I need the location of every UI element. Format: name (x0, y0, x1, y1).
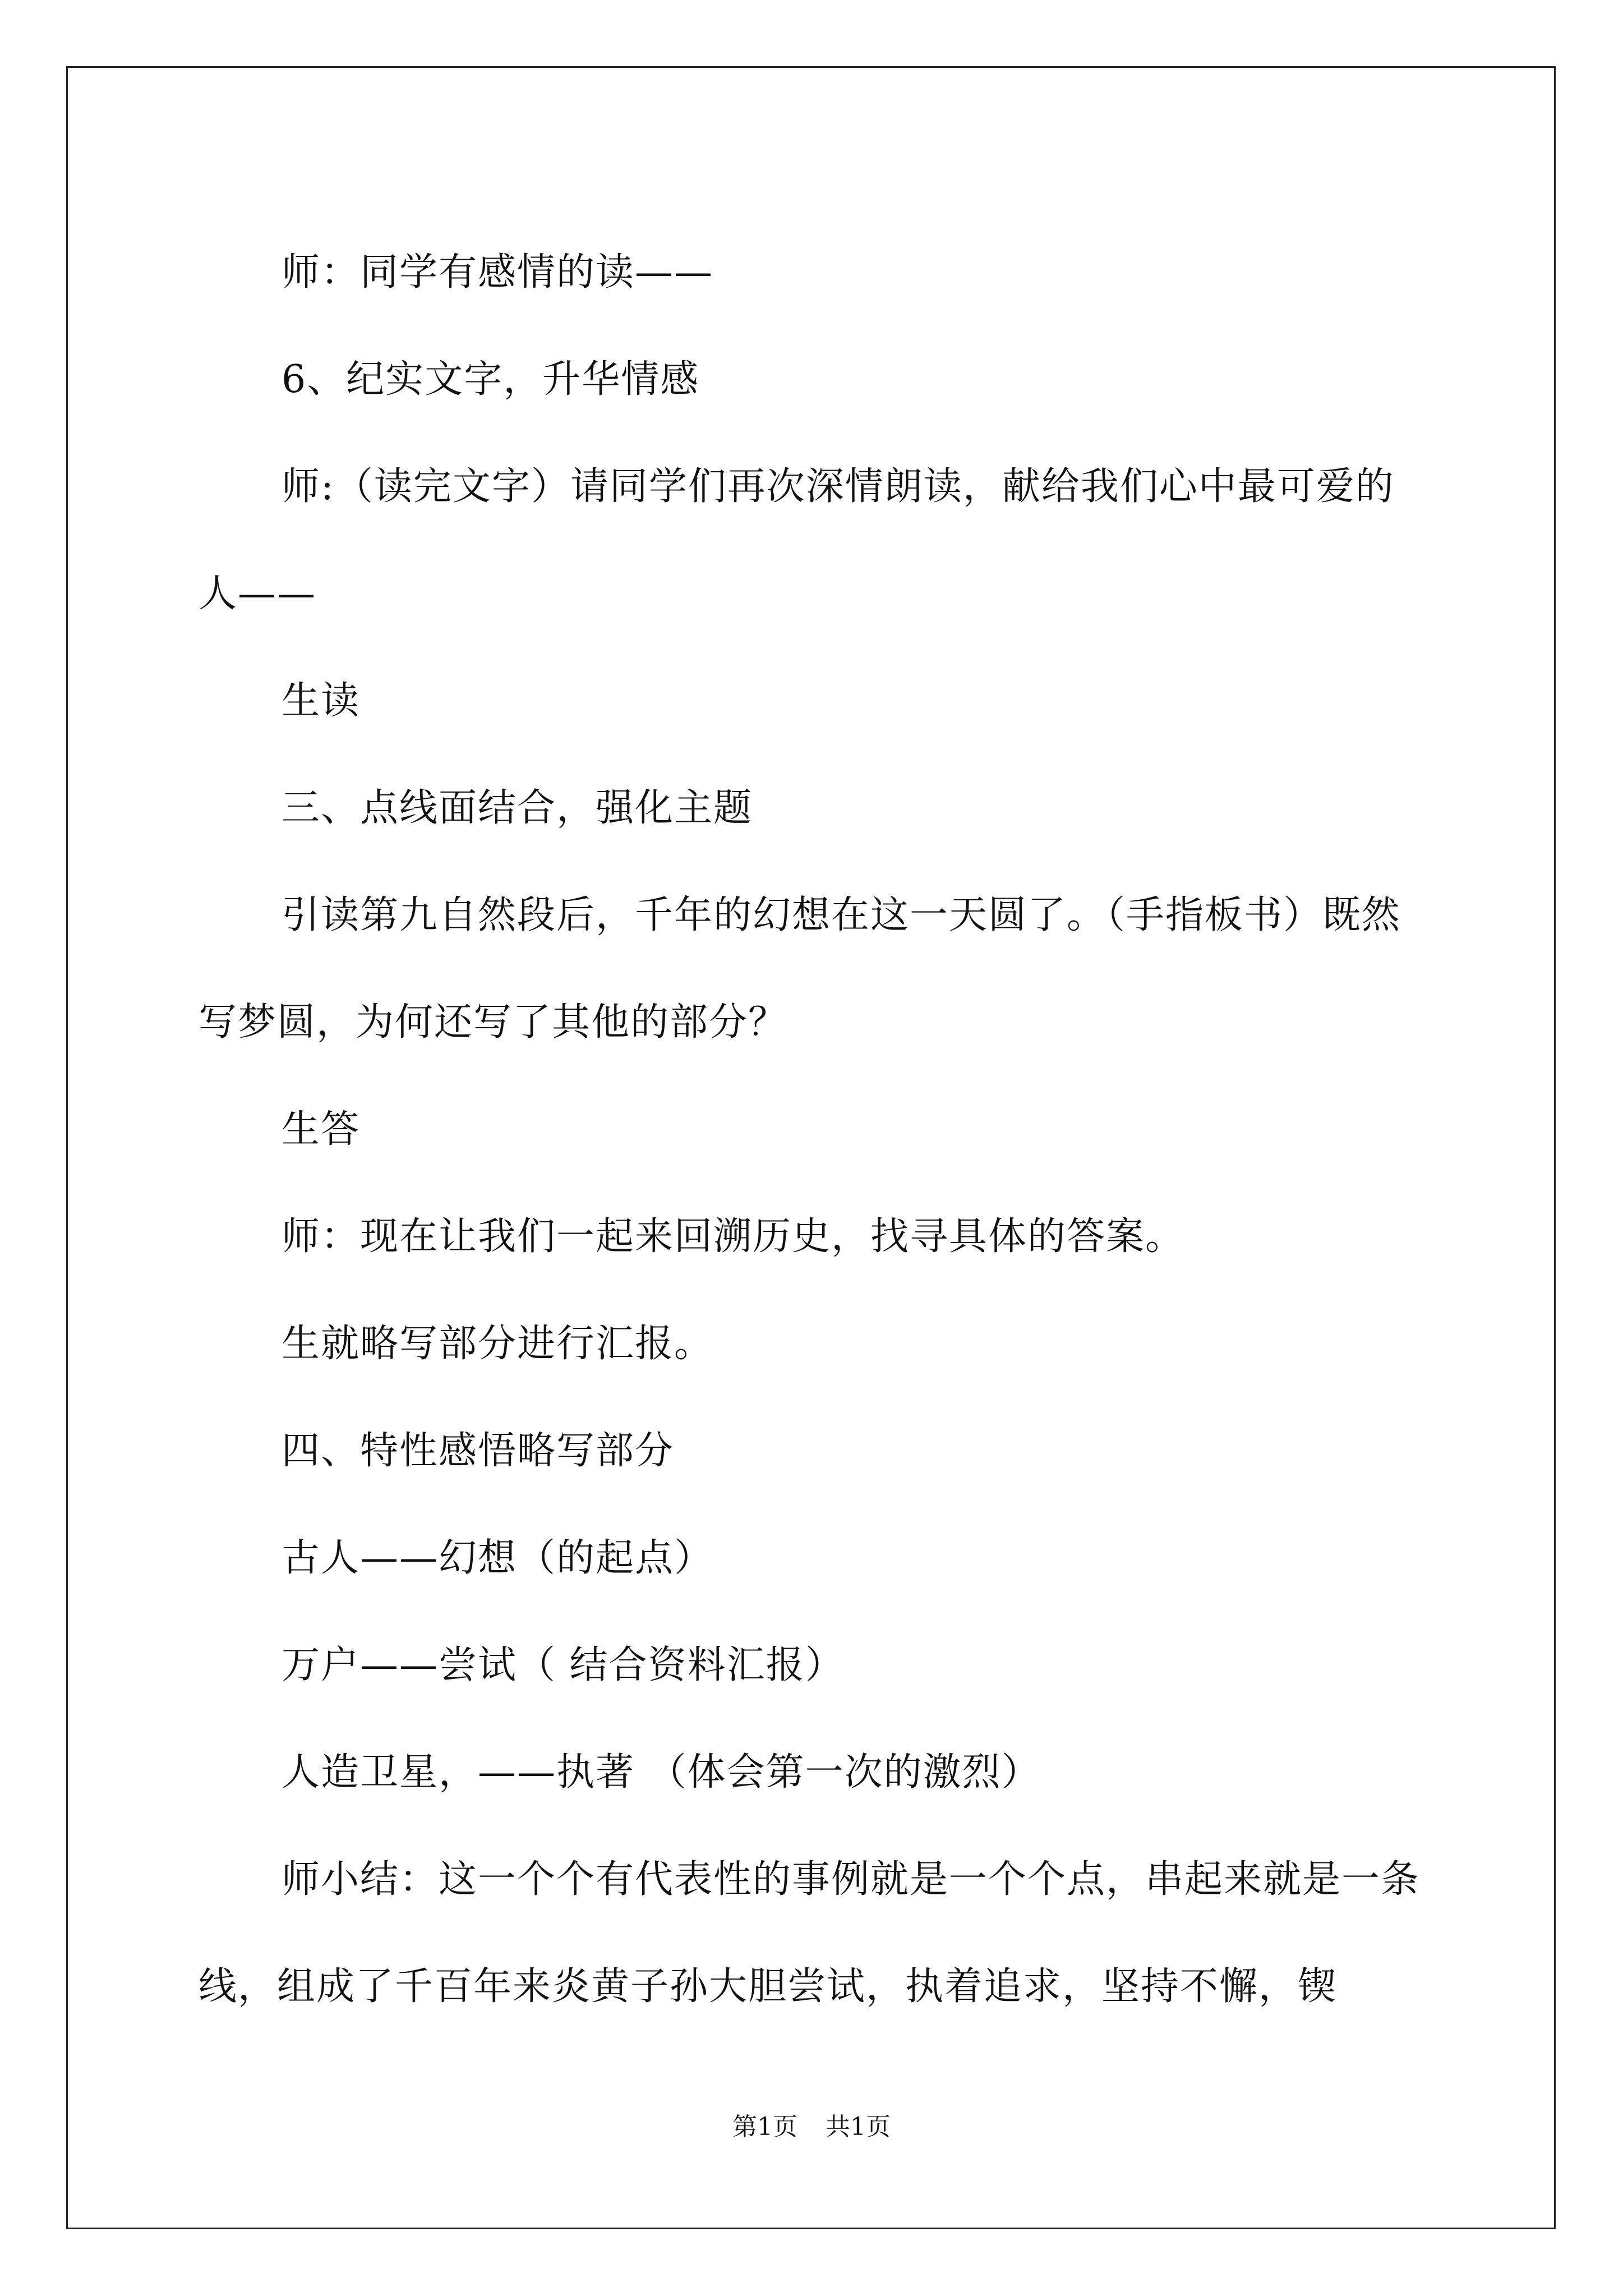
paragraph: 师:（读完文字）请同学们再次深情朗读，献给我们心中最可爱的人—— (199, 464, 1395, 616)
section-heading: 6、纪实文字，升华情感 (282, 357, 700, 402)
paragraph: 古人——幻想（的起点） (282, 1536, 714, 1580)
paragraph: 师小结：这一个个有代表性的事例就是一个个点，串起来就是一条线，组成了千百年来炎黄子孙大胆尝试，执着追求，坚持不懈，锲 (199, 1857, 1421, 2009)
paragraph: 引读第九自然段后，千年的幻想在这一天圆了。（手指板书）既然写梦圆，为何还写了其他的部分？ (199, 893, 1401, 1045)
page-number-total: 共1页 (826, 2113, 891, 2141)
section-heading: 四、特性感悟略写部分 (282, 1429, 675, 1473)
paragraph: 生读 (282, 679, 361, 723)
paragraph: 人造卫星，——执著 （体会第一次的激烈） (282, 1750, 1041, 1795)
page-footer (0, 2110, 1623, 2144)
paragraph: 生就略写部分进行汇报。 (282, 1322, 714, 1366)
paragraph: 万户——尝试（ 结合资料汇报） (282, 1643, 845, 1687)
section-heading: 三、点线面结合，强化主题 (282, 786, 753, 830)
paragraph: 师：同学有感情的读—— (282, 250, 714, 295)
paragraph: 生答 (282, 1107, 361, 1152)
page-number-current: 第1页 (732, 2113, 797, 2141)
paragraph: 师：现在让我们一起来回溯历史，找寻具体的答案。 (282, 1214, 1185, 1259)
document-body (199, 219, 1429, 2040)
